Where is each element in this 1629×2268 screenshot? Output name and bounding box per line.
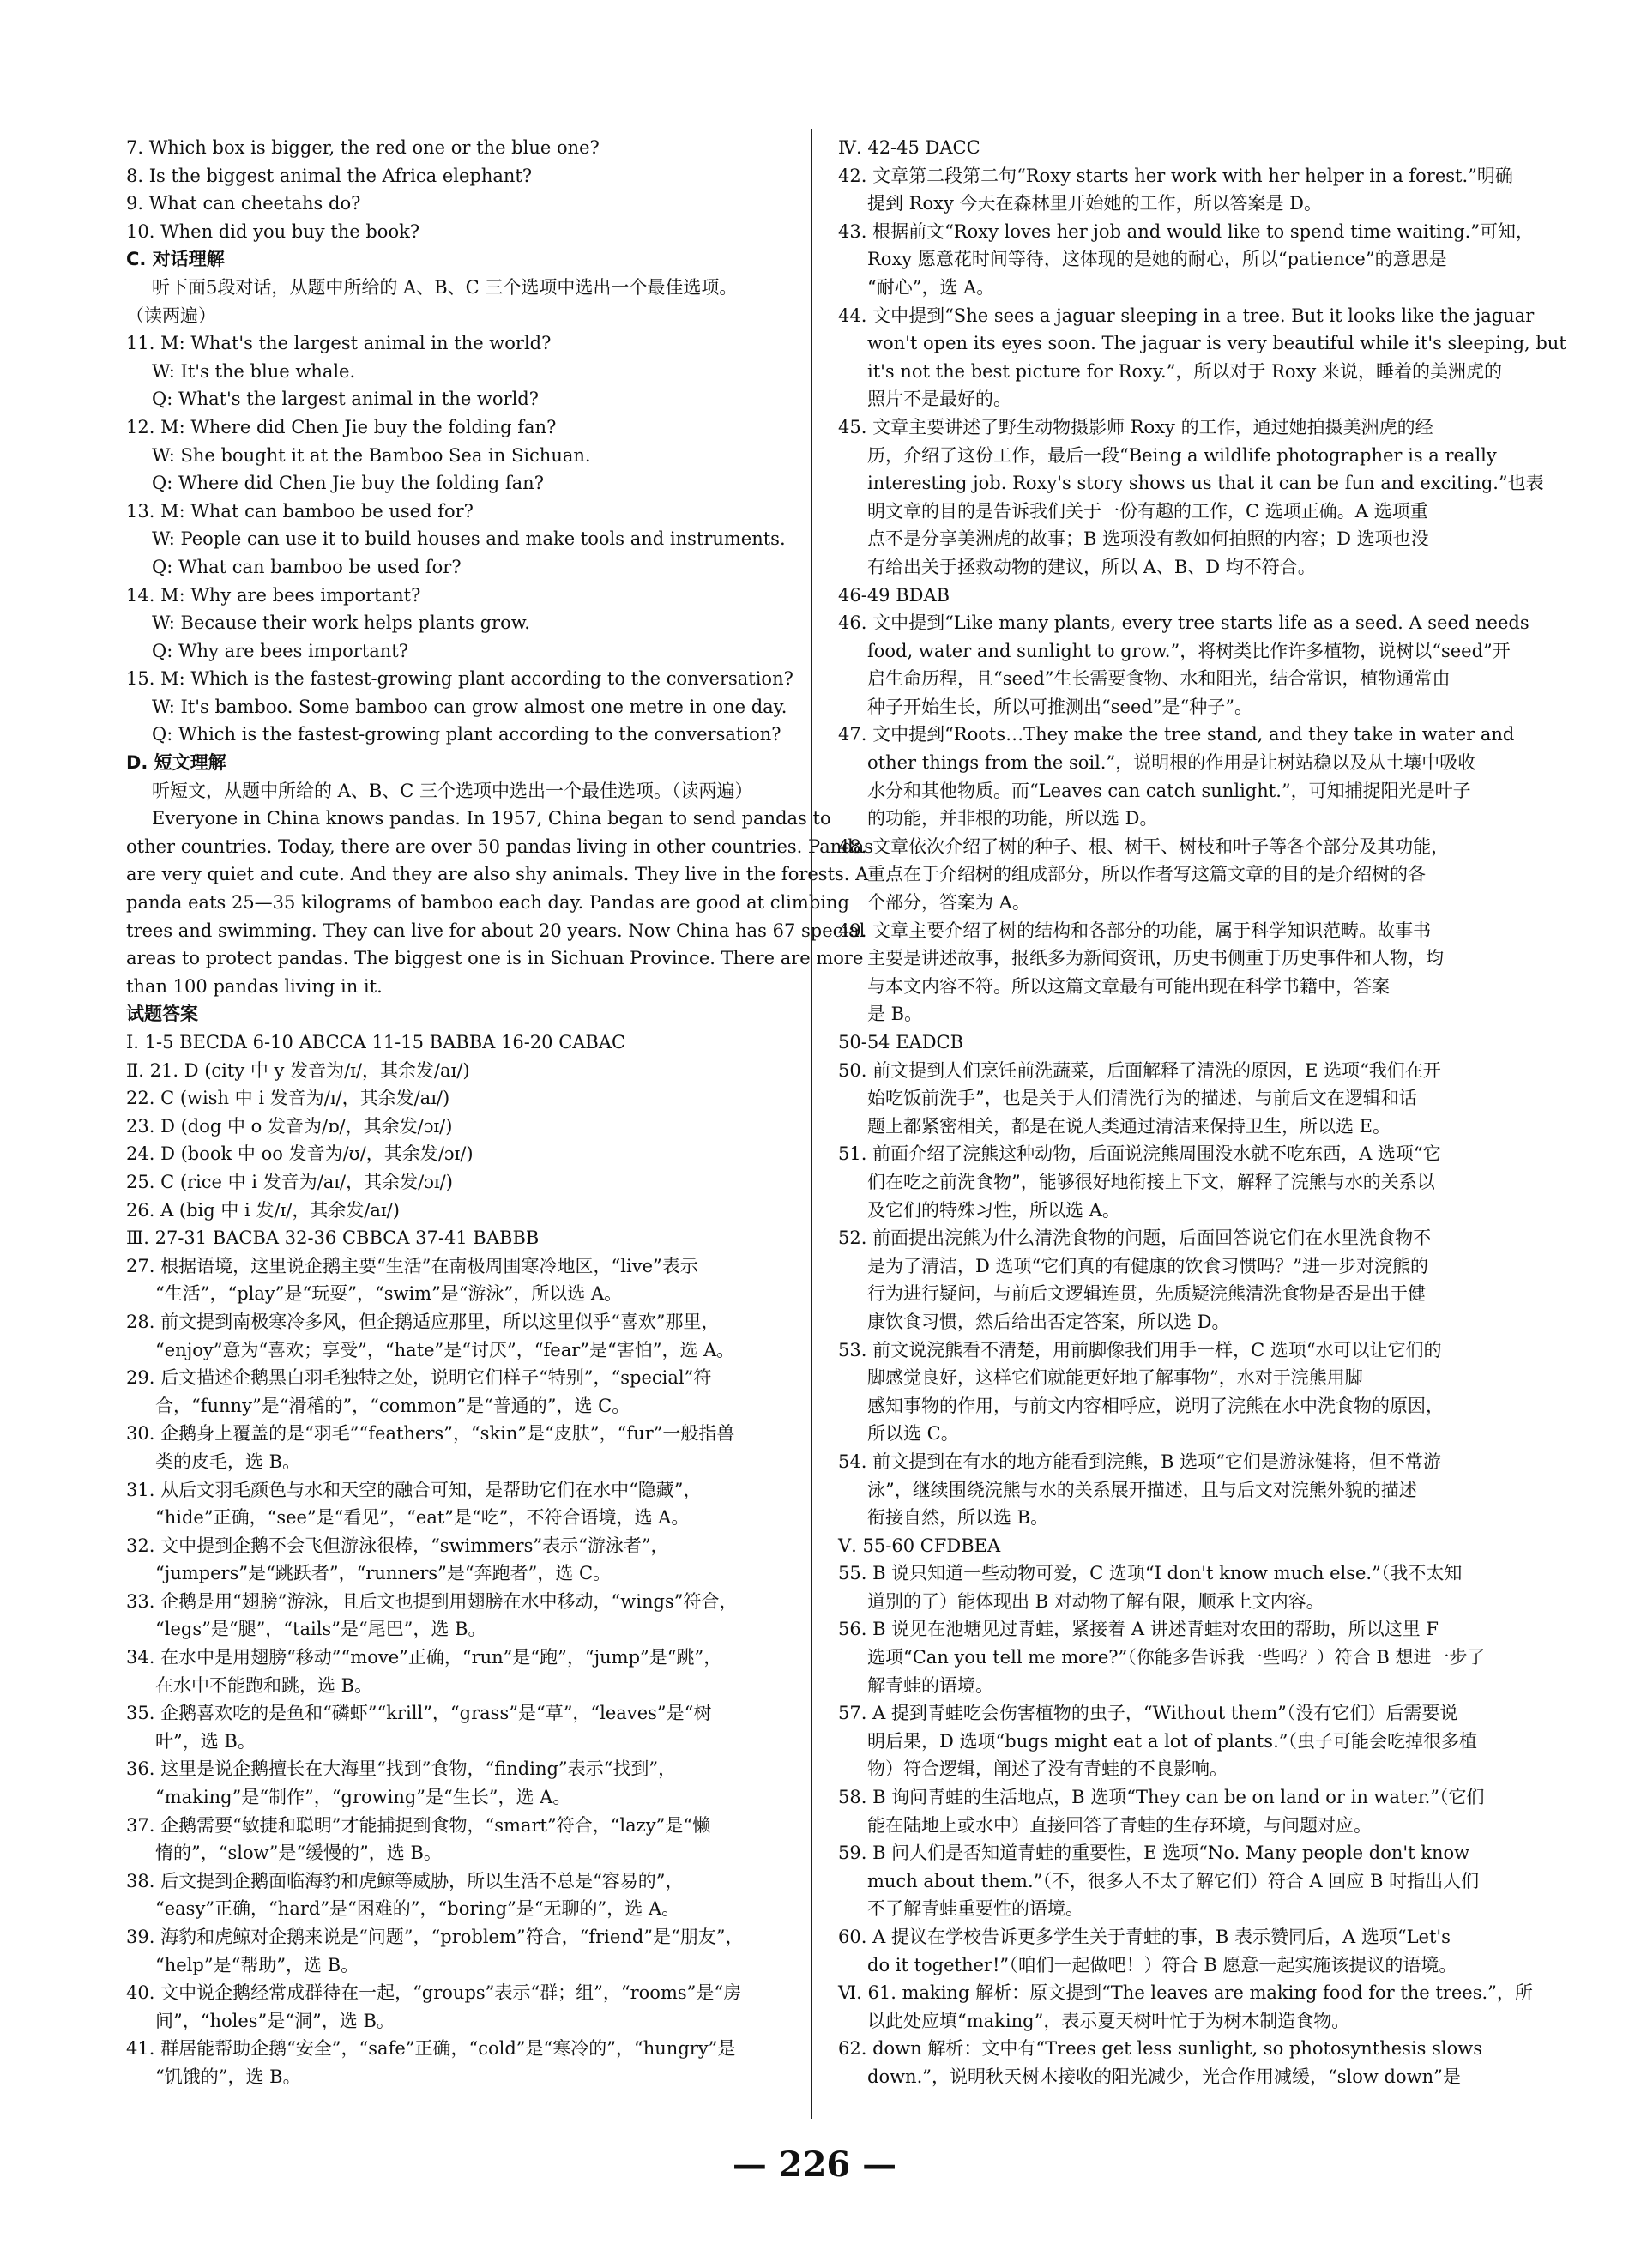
text-line: 合，“funny”是“滑稽的”，“common”是“普通的”，选 C。 (155, 1395, 630, 1416)
text-line: 44. 文中提到“She sees a jaguar sleeping in a tree. But it looks like the jaguar (838, 305, 1535, 326)
section-heading: D. 短文理解 (126, 752, 226, 774)
text-line: are very quiet and cute. And they are also shy animals. They live in the forests. A (126, 864, 869, 885)
text-line: than 100 pandas living in it. (126, 975, 383, 997)
text-line: 27. 根据语境，这里说企鹅主要“生活”在南极周围寒冷地区，“live”表示 (126, 1255, 698, 1276)
text-line: W: Because their work helps plants grow. (152, 612, 530, 634)
text-line: 13. M: What can bamboo be used for? (126, 500, 474, 522)
text-line: W: It's bamboo. Some bamboo can grow almost one metre in one day. (152, 696, 787, 717)
text-line: 47. 文中提到“Roots…They make the tree stand, and they take in water and (838, 724, 1515, 745)
text-line: Ⅲ. 27-31 BACBA 32-36 CBBCA 37-41 BABBB (126, 1227, 540, 1249)
text-line: 55. B 说只知道一些动物可爱，C 选项“I don't know much else.”（我不太知 (838, 1563, 1463, 1584)
text-line: 脚感觉良好，这样它们就能更好地了解事物”，水对于浣熊用脚 (867, 1367, 1363, 1389)
text-line: 类的皮毛，选 B。 (155, 1451, 301, 1472)
text-line: “help”是“帮助”，选 B。 (155, 1954, 359, 1975)
section-heading: C. 对话理解 (126, 249, 225, 270)
text-line: Ⅴ. 55-60 CFDBEA (838, 1535, 1001, 1556)
text-line: 个部分，答案为 A。 (867, 892, 1030, 914)
text-line: 10. When did you buy the book? (126, 220, 420, 242)
text-line: Ⅵ. 61. making 解析：原文提到“The leaves are making food for the trees.”，所 (838, 1982, 1533, 2004)
text-line: 题上都紧密相关，都是在说人类通过清洁来保持卫生，所以选 E。 (867, 1115, 1391, 1137)
text-line: 照片不是最好的。 (867, 389, 1011, 410)
text-line: Q: Which is the fastest-growing plant according to the conversation? (152, 724, 781, 745)
text-line: 听短文，从题中所给的 A、B、C 三个选项中选出一个最佳选项。（读两遍） (152, 780, 753, 801)
text-line: “生活”，“play”是“玩耍”，“swim”是“游泳”，所以选 A。 (155, 1283, 623, 1305)
text-line: “jumpers”是“跳跃者”，“runners”是“奔跑者”，选 C。 (155, 1563, 612, 1584)
text-line: “饥饿的”，选 B。 (155, 2066, 301, 2087)
text-line: 12. M: Where did Chen Jie buy the folding fan? (126, 416, 557, 437)
text-line: 始吃饭前洗手”，也是关于人们清洗行为的描述，与前后文在逻辑和话 (867, 1088, 1417, 1109)
text-line: 物）符合逻辑，阐述了没有青蛙的不良影响。 (867, 1758, 1228, 1780)
text-line: 46. 文中提到“Like many plants, every tree starts life as a seed. A seed needs (838, 612, 1529, 634)
text-line: 62. down 解析：文中有“Trees get less sunlight, so photosynthesis slows (838, 2038, 1482, 2060)
text-line: food, water and sunlight to grow.”，将树类比作许多植物，说树以“seed”开 (867, 640, 1511, 661)
page-number: — 226 — (732, 2144, 897, 2185)
text-line: 29. 后文描述企鹅黑白羽毛独特之处，说明它们样子“特别”，“special”符 (126, 1367, 712, 1389)
text-line: other things from the soil.”，说明根的作用是让树站稳以及从土壤中吸收 (867, 752, 1476, 774)
text-line: 9. What can cheetahs do? (126, 193, 361, 214)
text-line: 明文章的目的是告诉我们关于一份有趣的工作，C 选项正确。A 选项重 (867, 500, 1428, 522)
text-line: 28. 前文提到南极寒冷多风，但企鹅适应那里，所以这里似乎“喜欢”那里， (126, 1311, 720, 1332)
text-line: 36. 这里是说企鹅擅长在大海里“找到”食物，“finding”表示“找到”， (126, 1758, 677, 1780)
text-line: 50-54 EADCB (838, 1032, 964, 1053)
text-line: “making”是“制作”，“growing”是“生长”，选 A。 (155, 1787, 571, 1808)
text-line: down.”，说明秋天树木接收的阳光减少，光合作用减缓，“slow down”是 (867, 2066, 1461, 2087)
text-line: 58. B 询问青蛙的生活地点，B 选项“They can be on land or in water.”（它们 (838, 1787, 1485, 1808)
text-line: Roxy 愿意花时间等待，这体现的是她的耐心，所以“patience”的意思是 (867, 249, 1447, 270)
text-line: 历，介绍了这份工作，最后一段“Being a wildlife photographer is a really (867, 444, 1497, 466)
text-line: 34. 在水中是用翅膀“移动”“move”正确，“run”是“跑”，“jump”是“跳”， (126, 1647, 722, 1668)
text-line: 50. 前文提到人们烹饪前洗蔬菜，后面解释了清洗的原因，E 选项“我们在开 (838, 1059, 1441, 1081)
text-line: panda eats 25—35 kilograms of bamboo each day. Pandas are good at climbing (126, 892, 849, 914)
text-line: 51. 前面介绍了浣熊这种动物，后面说浣熊周围没水就不吃东西，A 选项“它 (838, 1143, 1441, 1165)
text-line: 的功能，并非根的功能，所以选 D。 (867, 808, 1158, 829)
text-line: 叶”，选 B。 (155, 1730, 256, 1752)
text-line: 解青蛙的语境。 (867, 1674, 993, 1696)
text-line: 间”，“holes”是“洞”，选 B。 (155, 2010, 395, 2031)
text-line: 及它们的特殊习性，所以选 A。 (867, 1199, 1120, 1221)
text-line: Q: What's the largest animal in the world? (152, 389, 540, 410)
text-line: 48. 文章依次介绍了树的种子、根、树干、树枝和叶子等各个部分及其功能， (838, 835, 1450, 857)
text-line: “legs”是“腿”，“tails”是“尾巴”，选 B。 (155, 1619, 486, 1640)
text-line: 57. A 提到青蛙吃会伤害植物的虫子，“Without them”（没有它们）后需要说 (838, 1703, 1458, 1724)
text-line: 11. M: What's the largest animal in the world? (126, 333, 552, 354)
text-line: 45. 文章主要讲述了野生动物摄影师 Roxy 的工作，通过她拍摄美洲虎的经 (838, 416, 1433, 437)
text-line: 32. 文中提到企鹅不会飞但游泳很棒，“swimmers”表示“游泳者”， (126, 1535, 669, 1556)
text-line: 26. A (big 中 i 发/ɪ/，其余发/aɪ/) (126, 1199, 400, 1221)
text-line: 24. D (book 中 oo 发音为/ʊ/，其余发/ɔɪ/) (126, 1143, 474, 1165)
text-line: 康饮食习惯，然后给出否定答案，所以选 D。 (867, 1311, 1230, 1332)
text-line: 23. D (dog 中 o 发音为/ɒ/，其余发/ɔɪ/) (126, 1115, 453, 1137)
text-line: “easy”正确，“hard”是“困难的”，“boring”是“无聊的”，选 A。 (155, 1898, 680, 1920)
text-line: 启生命历程，且“seed”生长需要食物、水和阳光，结合常识，植物通常由 (867, 668, 1451, 690)
text-line: 行为进行疑问，与前后文逻辑连贯，先质疑浣熊清洗食物是否是出于健 (867, 1283, 1426, 1305)
section-heading: 试题答案 (126, 1004, 198, 1025)
text-line: 是为了清洁，D 选项“它们真的有健康的饮食习惯吗？”进一步对浣熊的 (867, 1255, 1428, 1276)
text-line: trees and swimming. They can live for about 20 years. Now China has 67 special (126, 920, 866, 941)
text-line: Ⅰ. 1-5 BECDA 6-10 ABCCA 11-15 BABBA 16-20 CABAC (126, 1032, 626, 1053)
text-line: 8. Is the biggest animal the Africa elephant? (126, 165, 533, 186)
text-line: 35. 企鹅喜欢吃的是鱼和“磷虾”“krill”，“grass”是“草”，“leaves”是“树 (126, 1703, 712, 1724)
text-line: 46-49 BDAB (838, 584, 950, 606)
text-line: W: She bought it at the Bamboo Sea in Sichuan. (152, 444, 591, 466)
text-line: 主要是讲述故事，报纸多为新闻资讯，历史书侧重于历史事件和人物，均 (867, 948, 1444, 969)
text-line: 选项“Can you tell me more?”（你能多告诉我一些吗？）符合 B 想进一步了 (867, 1647, 1486, 1668)
text-line: Ⅳ. 42-45 DACC (838, 137, 980, 158)
text-line: 56. B 说见在池塘见过青蛙，紧接着 A 讲述青蛙对农田的帮助，所以这里 F (838, 1619, 1439, 1640)
text-line: do it together!”（咱们一起做吧！）符合 B 愿意一起实施该提议的语境。 (867, 1954, 1457, 1975)
text-line: 49. 文章主要介绍了树的结构和各部分的功能，属于科学知识范畴。故事书 (838, 920, 1432, 941)
text-line: 是 B。 (867, 1004, 923, 1025)
text-line: 有给出关于拯救动物的建议，所以 A、B、D 均不符合。 (867, 556, 1316, 577)
text-line: it's not the best picture for Roxy.”，所以对于 Roxy 来说，睡着的美洲虎的 (867, 360, 1502, 382)
text-line: 们在吃之前洗食物”，能够很好地衔接上下文，解释了浣熊与水的关系以 (867, 1171, 1435, 1192)
text-line: （读两遍） (126, 305, 216, 326)
left-column (126, 134, 873, 2091)
text-line: 39. 海豹和虎鲸对企鹅来说是“问题”，“problem”符合，“friend”是“朋友”， (126, 1927, 744, 1947)
text-line: interesting job. Roxy's story shows us that it can be fun and exciting.”也表 (867, 473, 1544, 494)
text-line: 14. M: Why are bees important? (126, 584, 421, 606)
text-line: 40. 文中说企鹅经常成群待在一起，“groups”表示“群；组”，“rooms”是“房 (126, 1982, 742, 2004)
text-line: much about them.”（不，很多人不太了解它们）符合 A 回应 B 时指出人们 (867, 1870, 1480, 1891)
text-line: 听下面5段对话，从题中所给的 A、B、C 三个选项中选出一个最佳选项。 (152, 276, 738, 298)
text-line: 25. C (rice 中 i 发音为/aɪ/，其余发/ɔɪ/) (126, 1171, 453, 1192)
text-line: 37. 企鹅需要“敏捷和聪明”才能捕捉到食物，“smart”符合，“lazy”是“懒 (126, 1814, 711, 1836)
text-line: 重点在于介绍树的组成部分，所以作者写这篇文章的目的是介绍树的各 (867, 864, 1426, 885)
text-line: 水分和其他物质。而“Leaves can catch sunlight.”，可知捕捉阳光是叶子 (867, 780, 1471, 801)
text-line: 54. 前文提到在有水的地方能看到浣熊，B 选项“它们是游泳健将，但不常游 (838, 1451, 1441, 1472)
text-line: “hide”正确，“see”是“看见”，“eat”是“吃”，不符合语境，选 A。 (155, 1507, 690, 1529)
text-line: 43. 根据前文“Roxy loves her job and would like to spend time waiting.”可知， (838, 220, 1535, 242)
text-line: 所以选 C。 (867, 1423, 959, 1445)
text-line: 衔接自然，所以选 B。 (867, 1507, 1049, 1529)
text-line: “enjoy”意为“喜欢；享受”，“hate”是“讨厌”，“fear”是“害怕”，选 A。 (155, 1339, 735, 1360)
text-line: W: People can use it to build houses and make tools and instruments. (152, 528, 786, 550)
text-line: 泳”，继续围绕浣熊与水的关系展开描述，且与后文对浣熊外貌的描述 (867, 1479, 1417, 1500)
text-line: 7. Which box is bigger, the red one or the blue one? (126, 137, 600, 158)
text-line: 在水中不能跑和跳，选 B。 (155, 1674, 373, 1696)
column-divider (811, 129, 812, 2119)
text-line: 惰的”，“slow”是“缓慢的”，选 B。 (155, 1843, 442, 1864)
text-line: 明后果，D 选项“bugs might eat a lot of plants.”（虫子可能会吃掉很多植 (867, 1730, 1477, 1752)
text-line: 15. M: Which is the fastest-growing plant according to the conversation? (126, 668, 793, 690)
text-line: 不了解青蛙重要性的语境。 (867, 1898, 1083, 1920)
text-line: 42. 文章第二段第二句“Roxy starts her work with her helper in a forest.”明确 (838, 165, 1513, 186)
text-line: Q: Why are bees important? (152, 640, 408, 661)
text-line: 以此处应填“making”，表示夏天树叶忙于为树木制造食物。 (867, 2010, 1350, 2031)
text-line: 道别的了）能体现出 B 对动物了解有限，顺承上文内容。 (867, 1590, 1324, 1612)
text-line: Q: What can bamboo be used for? (152, 556, 462, 577)
text-line: “耐心”，选 A。 (867, 276, 995, 298)
right-column (838, 134, 1566, 2091)
text-line: 能在陆地上或水中）直接回答了青蛙的生存环境，与问题对应。 (867, 1814, 1372, 1836)
text-line: 33. 企鹅是用“翅膀”游泳，且后文也提到用翅膀在水中移动，“wings”符合， (126, 1590, 738, 1612)
text-line: 感知事物的作用，与前文内容相呼应，说明了浣熊在水中洗食物的原因， (867, 1395, 1444, 1416)
text-line: 种子开始生长，所以可推测出“seed”是“种子”。 (867, 696, 1253, 717)
text-line: 点不是分享美洲虎的故事；B 选项没有教如何拍照的内容；D 选项也没 (867, 528, 1429, 550)
text-line: 31. 从后文羽毛颜色与水和天空的融合可知，是帮助它们在水中“隐藏”， (126, 1479, 702, 1500)
text-line: 41. 群居能帮助企鹅“安全”，“safe”正确，“cold”是“寒冷的”，“hungry”是 (126, 2038, 736, 2060)
text-line: Everyone in China knows pandas. In 1957, China began to send pandas to (152, 808, 831, 829)
text-line: 22. C (wish 中 i 发音为/ɪ/，其余发/aɪ/) (126, 1088, 450, 1109)
text-line: 60. A 提议在学校告诉更多学生关于青蛙的事，B 表示赞同后，A 选项“Let's (838, 1927, 1451, 1947)
text-line: W: It's the blue whale. (152, 360, 356, 382)
text-line: 52. 前面提出浣熊为什么清洗食物的问题，后面回答说它们在水里洗食物不 (838, 1227, 1432, 1249)
text-line: 53. 前文说浣熊看不清楚，用前脚像我们用手一样，C 选项“水可以让它们的 (838, 1339, 1442, 1360)
text-line: won't open its eyes soon. The jaguar is very beautiful while it's sleeping, but (867, 333, 1566, 354)
text-line: 30. 企鹅身上覆盖的是“羽毛”“feathers”，“skin”是“皮肤”，“fur”一般指兽 (126, 1423, 735, 1445)
text-line: Q: Where did Chen Jie buy the folding fan? (152, 473, 544, 494)
text-line: 提到 Roxy 今天在森林里开始她的工作，所以答案是 D。 (867, 193, 1323, 214)
text-line: 38. 后文提到企鹅面临海豹和虎鲸等威胁，所以生活不总是“容易的”， (126, 1870, 684, 1891)
text-line: areas to protect pandas. The biggest one is in Sichuan Province. There are more (126, 948, 864, 969)
text-line: 与本文内容不符。所以这篇文章最有可能出现在科学书籍中，答案 (867, 975, 1390, 997)
text-line: Ⅱ. 21. D (city 中 y 发音为/ɪ/，其余发/aɪ/) (126, 1059, 470, 1081)
text-line: other countries. Today, there are over 50 pandas living in other countries. Pandas (126, 835, 873, 857)
text-line: 59. B 问人们是否知道青蛙的重要性，E 选项“No. Many people don't know (838, 1843, 1470, 1864)
